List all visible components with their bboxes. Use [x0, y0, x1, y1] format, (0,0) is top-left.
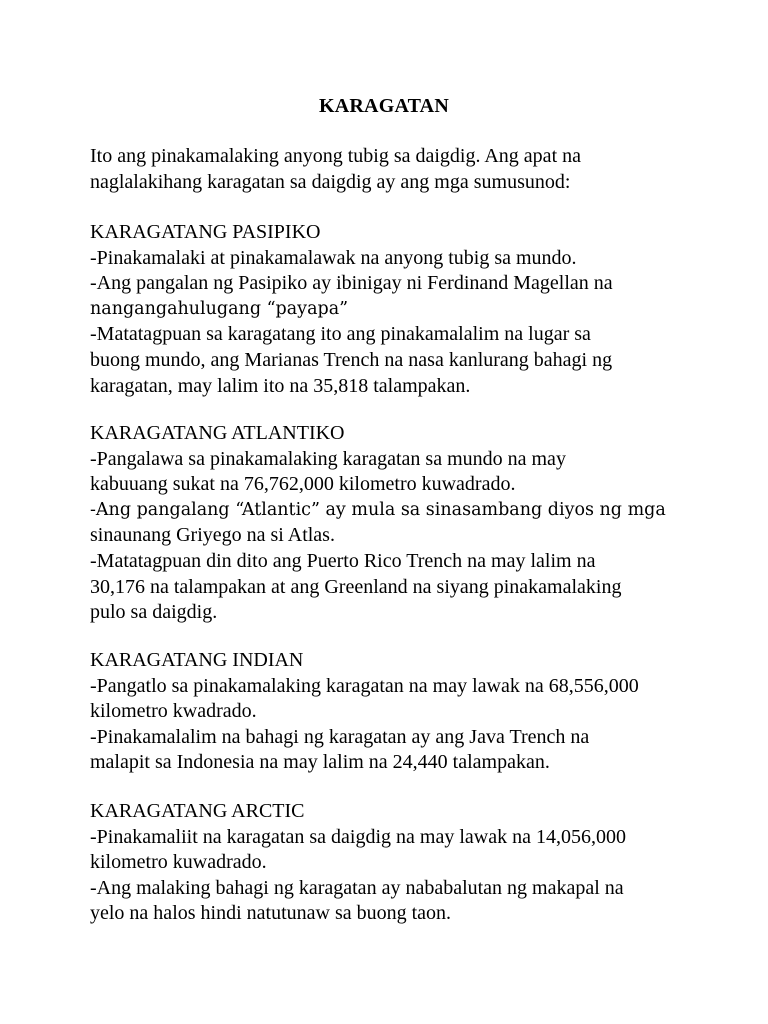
section-line: pulo sa daigdig.	[90, 601, 218, 624]
section-atlantiko	[90, 421, 710, 626]
section-line: -Ang malaking bahagi ng karagatan ay nababalutan ng makapal na	[90, 876, 624, 899]
section-line: sinaunang Griyego na si Atlas.	[90, 524, 335, 547]
document-title: KARAGATAN	[319, 95, 449, 117]
intro-paragraph	[90, 144, 710, 195]
section-line: 30,176 na talampakan at ang Greenland na siyang pinakamalaking	[90, 575, 622, 598]
intro-line: Ito ang pinakamalaking anyong tubig sa daigdig. Ang apat na	[90, 145, 581, 167]
section-line: kabuuang sukat na 76,762,000 kilometro kuwadrado.	[90, 473, 516, 496]
section-line: -Pinakamalaki at pinakamalawak na anyong tubig sa mundo.	[90, 246, 577, 269]
section-line: kilometro kwadrado.	[90, 700, 257, 723]
section-line: -Pinakamalalim na bahagi ng karagatan ay ang Java Trench na	[90, 725, 590, 748]
section-line: -Ang pangalang “Atlantic” ay mula sa sinasambang diyos ng mga	[90, 499, 666, 520]
section-pasipiko	[90, 220, 710, 399]
section-line: -Pinakamaliit na karagatan sa daigdig na may lawak na 14,056,000	[90, 825, 626, 848]
section-line: -Matatagpuan din dito ang Puerto Rico Trench na may lalim na	[90, 549, 596, 572]
section-line: -Pangatlo sa pinakamalaking karagatan na may lawak na 68,556,000	[90, 674, 639, 697]
section-line: malapit sa Indonesia na may lalim na 24,440 talampakan.	[90, 751, 550, 774]
section-line: -Matatagpuan sa karagatang ito ang pinakamalalim na lugar sa	[90, 323, 591, 346]
section-heading: KARAGATANG ARCTIC	[90, 800, 305, 822]
section-line: buong mundo, ang Marianas Trench na nasa kanlurang bahagi ng	[90, 348, 613, 371]
section-line: nangangahulugang “payapa”	[90, 298, 349, 319]
section-heading: KARAGATANG PASIPIKO	[90, 221, 321, 243]
section-heading: KARAGATANG ATLANTIKO	[90, 422, 345, 444]
section-line: -Ang pangalan ng Pasipiko ay ibinigay ni Ferdinand Magellan na	[90, 272, 613, 295]
section-line: yelo na halos hindi natutunaw sa buong taon.	[90, 902, 452, 925]
section-heading: KARAGATANG INDIAN	[90, 649, 304, 671]
section-line: kilometro kuwadrado.	[90, 851, 267, 874]
intro-line: naglalakihang karagatan sa daigdig ay ang mga sumusunod:	[90, 170, 571, 193]
section-line: karagatan, may lalim ito na 35,818 talampakan.	[90, 374, 471, 397]
section-arctic	[90, 799, 710, 927]
section-indian	[90, 648, 710, 776]
section-line: -Pangalawa sa pinakamalaking karagatan sa mundo na may	[90, 447, 566, 470]
